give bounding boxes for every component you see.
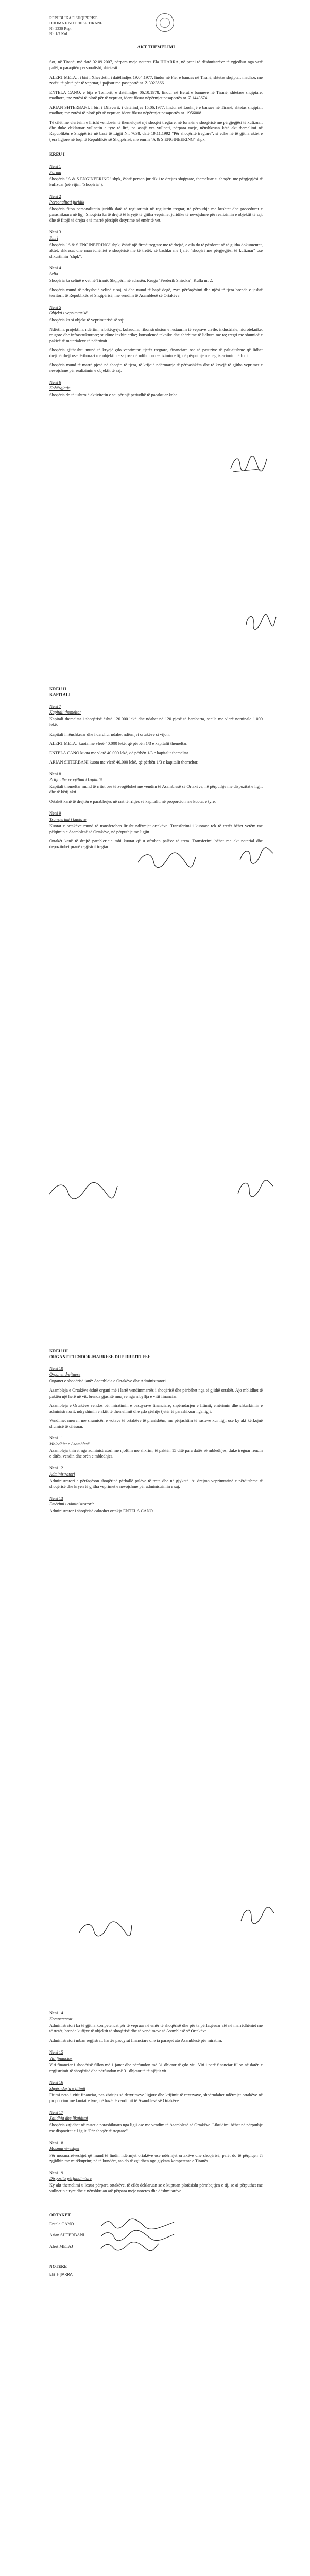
article-title: Transferimi i kuotave (49, 817, 87, 822)
article-paragraph: Kapitali themeltar mund të rritet ose të zvogëlohet me vendim të Asamblesë së Ortakëve, në përputhje me dispozitat e ligjit dhe të këtij akti. (49, 784, 263, 795)
intro-paragraph: ENTELA CANO, e bija e Tomorit, e datëlindjes 06.10.1978, lindur në Berat e banuese në Tiranë, shtetase shqiptare, madhore, me zotësi të plotë për të vepruar, identifikuar nëpërmjet pasaportës nr. Z 1443674. (49, 90, 263, 100)
article-paragraph: Ky akt themelimi u lexua përpara ortakëve, të cilët deklaruan se e kuptuan plotësisht përmbajtjen e tij, se ai përputhet me vullnetin e tyre dhe e nënshkruan atë përpara meje noteres dhe dëshmitarëve. (49, 2183, 263, 2194)
article-title: Objekti i veprimtarisë (49, 311, 88, 316)
article-heading (49, 2080, 263, 2091)
article-paragraph: Administratori ka të gjitha kompetencat për të vepruar në emër të shoqërisë dhe për ta përfaqësuar atë në marrëdhëniet me të tretët, brenda kufijve të objektit të shoqërisë dhe të vendimeve të Asamblesë së Ortakëve. (49, 2023, 263, 2034)
signatory-name: Entela CANO (49, 2222, 74, 2227)
handwritten-signature (47, 1180, 119, 1202)
article-title: Personaliteti juridik (49, 200, 84, 205)
article-number: Neni 9 (49, 811, 61, 816)
page-3 (0, 1327, 310, 1989)
intro-paragraph: ARIAN SHTERBANI, i biri i Dilaverit, i datëlindjes 15.06.1977, lindur në Lushnjë e banues në Tiranë, shtetas shqiptar, madhor, me zotësi të plotë për të vepruar, identifikuar nëpërmjet pasaportës nr. 1956008. (49, 105, 263, 115)
article-paragraph: Për mosmarrëveshjet që mund të lindin ndërmjet ortakëve ose ndërmjet ortakëve dhe shoqërisë, palët do të përpiqen t'i zgjidhin me mirëkuptim; në të kundërt, ato do të zgjidhen nga gjykata kompetente e Tiranës. (49, 2153, 263, 2163)
chapter-number: KREU I (49, 152, 65, 157)
article-paragraph: Shoqëria gjithashtu mund të kryejë çdo veprimtari tjetër tregtare, financiare ose të pasurive të paluajtshme që lidhet drejtpërdrejt ose tërthorazi me objektin e saj ose që ndihmon realizimin e tij, në përputhje me legjislacionin në fuqi. (49, 347, 263, 358)
chapter-title: ORGANET TENDOR-MARRESE DHE DREJTUESE (49, 1354, 151, 1360)
article-paragraph: Asambleja thirret nga administratori me njoftim me shkrim, të paktën 15 ditë para datës së mbledhjes, duke treguar rendin e ditës, vendin dhe orën e mbledhjes. (49, 1448, 263, 1459)
article-title: Kompetencat (49, 2016, 73, 2022)
article-heading (49, 194, 263, 205)
document-title: AKT THEMELIMI (137, 44, 175, 49)
article-heading (49, 380, 263, 391)
article-title: Shpërndarja e fitimit (49, 2086, 85, 2091)
article-paragraph: Ortakët kanë të drejtën e parablerjes në rast të rritjes së kapitalit, në proporcion me kuotat e tyre. (49, 799, 216, 804)
chapter-3 (49, 1348, 263, 1514)
article-number: Neni 6 (49, 380, 61, 385)
article-title: Emri (49, 235, 58, 241)
article-heading (49, 771, 263, 783)
article-number: Neni 12 (49, 1466, 63, 1471)
article-paragraph: Shoqëria ka selinë e vet në Tiranë, Shqipëri, në adresën, Rruga "Frederik Shiroka", Kulla nr. 2. (49, 278, 213, 283)
header-republic: REPUBLIKA E SHQIPERISE (49, 15, 98, 20)
article-paragraph: Kuotat e ortakëve mund të transferohen lirisht ndërmjet ortakëve. Transferimi i kuotave tek të tretët bëhet vetëm me pëlqimin e Asamblesë së Ortakëve, në përputhje me ligjin. (49, 823, 263, 834)
article-heading (49, 2049, 263, 2061)
article-heading (49, 304, 263, 316)
article-paragraph: ALERT METAJ kuota me vlerë 40.000 lekë, që përbën 1/3 e kapitalit themeltar. (49, 741, 188, 746)
article-paragraph: Viti financiar i shoqërisë fillon më 1 janar dhe përfundon më 31 dhjetor të çdo viti. Viti i parë financiar fillon në datën e regjistrimit të shoqërisë dhe përfundon më 31 dhjetor të të njëjtit vit. (49, 2062, 263, 2073)
article-paragraph: Shoqëria do të ushtrojë aktivitetin e saj për një periudhë të pacaktuar kohe. (49, 393, 179, 398)
article-title: Emërimi i administratorit (49, 1501, 94, 1506)
article-title: Kohëzgjatja (49, 386, 71, 391)
intro-paragraph: ALERT METAJ, i biri i Xhevdetit, i datëlindjes 19.04.1977, lindur në Fier e banues në Tiranë, shtetas shqiptar, madhor, me zotësi të plotë për të vepruar, i pajisur me pasaportë nr. Z 3023866. (49, 75, 263, 86)
article-number: Neni 19 (49, 2170, 63, 2175)
article-title: Mosmarrëveshjet (49, 2146, 80, 2151)
article-heading (49, 810, 263, 822)
chapter-4 (49, 2010, 263, 2194)
article-heading (49, 229, 263, 241)
article-number: Neni 14 (49, 2011, 63, 2015)
page-1 (0, 0, 310, 665)
chapter-1 (49, 151, 263, 398)
article-number: Neni 5 (49, 305, 61, 310)
intro-paragraph: Të cilët me vlerësim e lirisht vendosën të themelojnë një shoqëri tregtare, në formën e shoqërisë me përgjegjësi të kufizuar, dhe duke deklaruar vullnetin e tyre të lirë, pa asnjë ves vullneti, përpara meje, nënshkruan këtë akt themelimi në Republikën e Shqipërisë në bazë të Ligjit Nr. 7638, datë 19.11.1992 "Për shoqëritë tregtare", si edhe në të gjitha aktet e tjera ligjore në fuqi të Republikës së Shqipërisë, me emrin "A & S ENGINEERING" shpk. (49, 120, 263, 142)
document-header (49, 15, 263, 40)
article-paragraph: Administratori mban regjistrat, hartës pasqyrat financiare dhe ia paraqet ato Asamblesë për miratim. (49, 2038, 222, 2043)
header-left (49, 15, 102, 37)
chapter-heading (49, 151, 263, 157)
chapter-title: KAPITALI (49, 692, 71, 698)
article-heading (49, 1435, 263, 1447)
article-paragraph: Shoqëria zgjidhet në rastet e parashikuara nga ligji ose me vendim të Asamblesë së Ortakëve. Likuidimi bëhet në përputhje me dispozitat e Ligjit "Për shoqëritë tregtare". (49, 2123, 263, 2133)
handwritten-signature (77, 1919, 134, 1940)
signatory-row (49, 2244, 263, 2255)
article-title: Mbledhjet e Asamblesë (49, 1442, 90, 1447)
article-heading (49, 704, 263, 715)
handwritten-signature (235, 1177, 276, 1201)
article-number: Neni 7 (49, 704, 61, 709)
article-heading (49, 2010, 263, 2022)
header-kol-number: Nr. 1/7 Kol. (49, 31, 68, 36)
article-number: Neni 13 (49, 1496, 63, 1501)
article-paragraph: ENTELA CANO kuota me vlerë 40.000 lekë, që përbën 1/3 e kapitalit themeltar. (49, 750, 190, 755)
handwritten-signature (238, 1904, 277, 1928)
article-paragraph: Kapitali themeltar i shoqërisë është 120.000 lekë dhe ndahet në 120 pjesë të barabarta, secila me vlerë nominale 1.000 lekë. (49, 717, 263, 727)
article-heading (49, 265, 263, 277)
article-heading (49, 1465, 263, 1477)
article-heading (49, 2140, 263, 2151)
handwritten-signature (99, 2241, 161, 2253)
article-paragraph: Shoqëria "A & S ENGINEERING" shpk, është një firmë tregtare me të drejtë, e cila do të përdoret në të gjitha dokumentet, aktet, shkresat dhe marrëdhëniet e shoqërisë me të tretët, së bashku me fjalët "shoqëri me përgjegjësi të kufizuar" ose shkurtimin "shpk". (49, 242, 263, 259)
article-number: Neni 1 (49, 164, 61, 169)
chapter-number: KREU III (49, 1349, 68, 1353)
notary-name: Ela HIJARRA (49, 2272, 73, 2277)
article-paragraph: Administrator i shoqërisë caktohet ortakja ENTELA CANO. (49, 1508, 154, 1513)
article-title: Administratori (49, 1471, 75, 1477)
article-title: Kapitali themeltar (49, 710, 81, 715)
article-title: Zgjidhja dhe likuidimi (49, 2116, 88, 2121)
chapter-heading (49, 1348, 263, 1360)
article-paragraph: Kapitali i nënshkruar dhe i derdhur ndahet ndërmjet ortakëve si vijon: (49, 732, 170, 737)
article-paragraph: Administratori e përfaqëson shoqërinë përballë palëve të treta dhe në gjykatë. Ai drejton veprimtarinë e përditshme të shoqërisë dhe kryen të gjitha veprimet e nevojshme për administrimin e saj. (49, 1478, 263, 1489)
article-number: Neni 11 (49, 1436, 63, 1441)
handwritten-signature (136, 850, 198, 871)
article-number: Neni 3 (49, 230, 61, 235)
article-paragraph: Organet e shoqërisë janë: Asambleja e Ortakëve dhe Administratori. (49, 1379, 167, 1384)
signatories-label: ORTAKET (49, 2213, 71, 2218)
article-title: Rritja dhe zvogëlimi i kapitalit (49, 777, 102, 783)
header-rep-number: Nr. 2339 Rep. (49, 26, 72, 31)
article-paragraph: Shoqëria fiton personalitetin juridik datë të regjistrimit në regjistrin tregtar, në përputhje me kushtet dhe procedurat e parashikuara në ligj. Shoqëria ka të drejtë të kryejë të gjitha veprimet juridike të nevojshme për realizimin e objektit të saj, dhe të fitojë të drejta e të marrë përsipër detyrime në emër të vet. (49, 207, 263, 223)
article-paragraph: Asambleja e Ortakëve vendos për miratimin e pasqyrave financiare, shpërndarjen e fitimit, emërimin dhe shkarkimin e administratorit, ndryshimin e aktit të themelimit dhe çdo çështje tjetër të parashikuar nga ligji. (49, 1403, 263, 1414)
signatory-name: Alert METAJ (49, 2244, 73, 2249)
article-paragraph: Fitimi neto i vitit financiar, pas zbritjes së detyrimeve ligjore dhe krijimit të rezervave, shpërndahet ndërmjet ortakëve në proporcion me kuotat e tyre, në bazë të vendimit të Asamblesë së Ortakëve. (49, 2093, 263, 2104)
handwritten-signature (242, 611, 278, 633)
article-number: Neni 17 (49, 2110, 63, 2115)
article-number: Neni 2 (49, 194, 61, 199)
article-heading (49, 2170, 263, 2181)
article-title: Organet drejtuese (49, 1372, 81, 1377)
article-paragraph: Shoqëria "A & S ENGINEERING" shpk, është person juridik i te drejtes shqiptare, themeluar si shoqëri me përgjegjësi të kufizuar (në vijim "Shoqëria"). (49, 176, 263, 187)
article-number: Neni 15 (49, 2050, 63, 2055)
article-number: Neni 18 (49, 2140, 63, 2145)
article-paragraph: Ortakët kanë të drejtë parablerjeje mbi kuotat që u ofrohen palëve të treta. Transferimi bëhet me akt noterial dhe depozitohet pranë regjistrit tregtar. (49, 838, 263, 849)
article-title: Forma (49, 170, 61, 175)
article-number: Neni 8 (49, 771, 61, 776)
article-heading (49, 164, 263, 175)
article-heading (49, 1496, 263, 1507)
article-title: Viti financiar (49, 2056, 73, 2061)
article-paragraph: ARIAN SHTERBANI kuota me vlerë 40.000 lekë, që përbën 1/3 e kapitalit themeltar. (49, 759, 199, 765)
article-paragraph: Ndërtim, projektim, ndërtim, mbikëqyrje, kolaudim, rikonstruksion e restaurim të veprave civile, industriale, hidroteknike, rrugore dhe infrastrukturore; studime inxhinierike; konsulencë teknike dhe shërbime të lidhura me to; tregti me shumicë e pakicë të materialeve të ndërtimit. (49, 327, 263, 343)
intro-paragraph: Sot, në Tiranë, më datë 02.09.2007, përpara meje noteres Ela HIJARRA, në prani të dëshmitarëve të zgjedhur nga vetë palët, u paraqitën personalisht, shtetasit: (49, 60, 263, 71)
header-chamber: DHOMA E NOTERISE TIRANE (49, 21, 103, 26)
handwritten-signature (228, 453, 269, 475)
article-heading (49, 1366, 263, 1377)
article-paragraph: Asambleja e Ortakëve është organi më i lartë vendimmarrës i shoqërisë dhe përbëhet nga të gjithë ortakët. Ajo mblidhet të paktën një herë në vit, brenda gjashtë muajve nga mbyllja e vitit financiar. (49, 1388, 263, 1399)
intro-section (49, 59, 263, 142)
article-paragraph: Shoqëria mund të ndryshojë selinë e saj, si dhe mund të hapë degë, zyra përfaqësimi dhe njësi të tjera brenda e jashtë territorit të Republikës së Shqipërisë, me vendim të Asamblesë së Ortakëve. (49, 287, 263, 298)
signatory-name: Arian SHTERBANI (49, 2233, 85, 2238)
article-paragraph: Vendimet merren me shumicën e votave të ortakëve të pranishëm, me përjashtim të rasteve kur ligji ose ky akt kërkojnë shumicë të cilësuar. (49, 1418, 263, 1429)
article-paragraph: Shoqëria mund të marrë pjesë në shoqëri të tjera, të krijojë ndërmarrje të përbashkëta dhe të kryejë të gjitha veprimet e nevojshme për realizimin e objektit të saj. (49, 363, 263, 374)
notary-label: NOTERE (49, 2264, 67, 2269)
chapter-number: KREU II (49, 687, 66, 691)
chapter-heading (49, 686, 263, 698)
article-heading (49, 2110, 263, 2121)
article-number: Neni 4 (49, 265, 61, 270)
state-seal-icon (156, 13, 174, 32)
article-number: Neni 10 (49, 1366, 63, 1371)
article-title: Selia (49, 271, 58, 276)
article-number: Neni 16 (49, 2080, 63, 2085)
chapter-2 (49, 686, 263, 850)
article-title: Dispozita përfundimtare (49, 2176, 92, 2181)
article-paragraph: Shoqëria ka si objekt të veprimtarisë së saj: (49, 317, 125, 323)
handwritten-signature (237, 845, 276, 868)
signature-block (49, 2212, 263, 2277)
page-4 (0, 1989, 310, 2576)
page-2 (0, 665, 310, 1327)
